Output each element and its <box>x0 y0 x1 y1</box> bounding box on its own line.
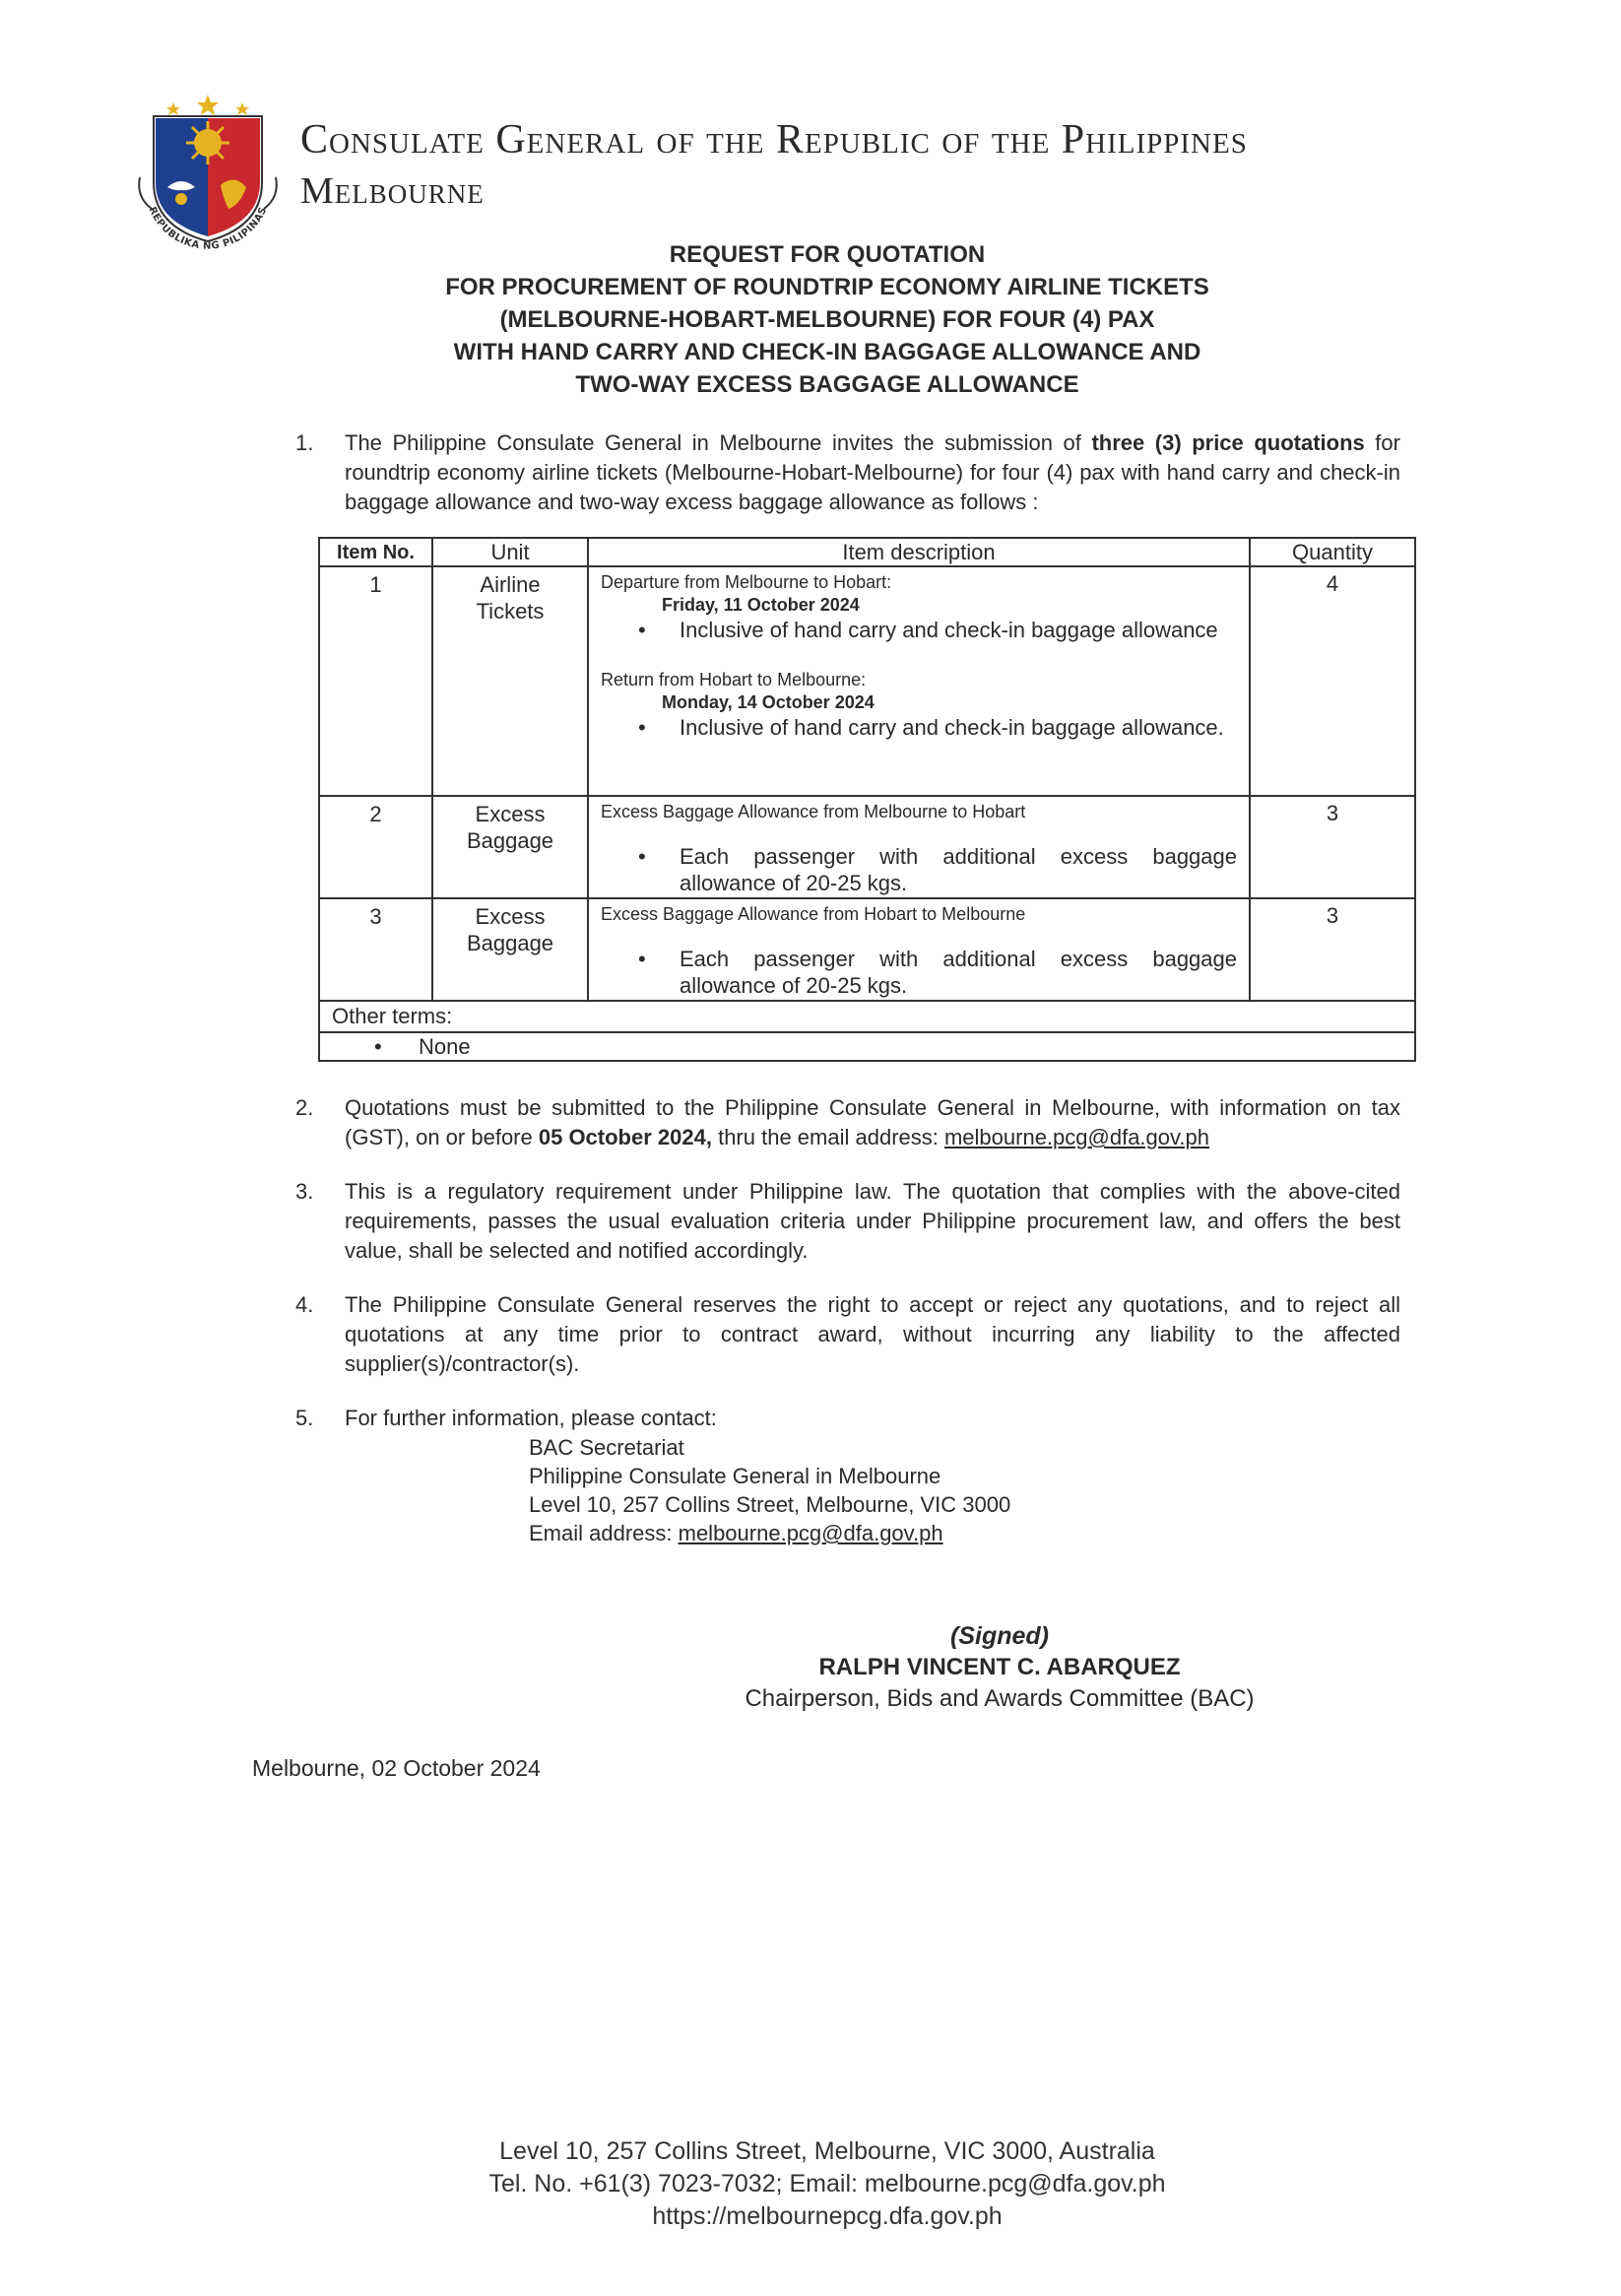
cell-unit <box>432 796 588 898</box>
unit-line: Excess <box>475 904 546 929</box>
paragraph-text: for roundtrip economy airline tickets (Melbourne-Hobart-Melbourne) for four (4) pax with hand carry and check-in baggage allowance and two-way excess baggage allowance as follows : <box>345 430 1400 514</box>
place-and-date: Melbourne, 02 October 2024 <box>252 1755 541 1781</box>
email-link[interactable]: melbourne.pcg@dfa.gov.ph <box>678 1521 943 1545</box>
paragraph-text: thru the email address: <box>711 1125 944 1149</box>
cell-description <box>588 796 1250 898</box>
cell-description <box>588 898 1250 1001</box>
paragraph-2 <box>295 1093 1400 1152</box>
cell-quantity: 3 <box>1250 898 1415 1001</box>
contact-line: Philippine Consulate General in Melbourne <box>529 1464 941 1488</box>
organization-city: Melbourne <box>300 170 485 212</box>
bullet-text: Inclusive of hand carry and check-in baggage allowance. <box>680 715 1224 740</box>
paragraph-3 <box>295 1177 1400 1266</box>
departure-date: Friday, 11 October 2024 <box>662 595 860 615</box>
other-terms-label: Other terms: <box>319 1001 1415 1032</box>
organization-name: Consulate General of the Republic of the Philippines <box>300 117 1248 163</box>
contact-line: Level 10, 257 Collins Street, Melbourne, VIC 3000 <box>529 1492 1011 1517</box>
footer-url[interactable]: https://melbournepcg.dfa.gov.ph <box>652 2202 1003 2230</box>
other-terms-row <box>319 1001 1415 1032</box>
email-link[interactable]: melbourne.pcg@dfa.gov.ph <box>943 1125 1209 1149</box>
excess-baggage-label: Excess Baggage Allowance from Hobart to Melbourne <box>601 904 1026 924</box>
paragraph-text: This is a regulatory requirement under Philippine law. The quotation that complies with the above-cited requirements, passes the usual evaluation criteria under Philippine procurement law, and offers the best value, shall be selected and notified accordingly. <box>345 1179 1400 1263</box>
other-terms-value-cell <box>319 1032 1415 1061</box>
title-line-3: (MELBOURNE-HOBART-MELBOURNE) FOR FOUR (4) PAX <box>499 306 1155 333</box>
footer-line: Tel. No. +61(3) 7023-7032; Email: melbourne.pcg@dfa.gov.ph <box>488 2170 1166 2198</box>
column-header-item-no: Item No. <box>319 538 432 566</box>
paragraph-number: 5. <box>295 1406 314 1430</box>
unit-line: Excess <box>475 802 546 826</box>
email-label: Email address: <box>529 1521 679 1545</box>
document-title <box>295 238 1359 401</box>
contact-block <box>529 1433 1010 1547</box>
paragraph-number: 4. <box>295 1292 314 1317</box>
paragraph-1 <box>295 428 1400 517</box>
contact-line: BAC Secretariat <box>529 1435 684 1460</box>
column-header-description: Item description <box>588 538 1250 566</box>
cell-item-no: 2 <box>319 796 432 898</box>
excess-baggage-label: Excess Baggage Allowance from Melbourne to Hobart <box>601 802 1026 821</box>
footer-line: Level 10, 257 Collins Street, Melbourne, VIC 3000, Australia <box>499 2137 1155 2165</box>
cell-quantity: 3 <box>1250 796 1415 898</box>
bullet-item <box>638 714 1237 741</box>
return-label: Return from Hobart to Melbourne: <box>601 670 867 689</box>
unit-line: Baggage <box>466 931 554 955</box>
table-header-row <box>319 538 1415 566</box>
cell-item-no: 1 <box>319 566 432 796</box>
cell-quantity: 4 <box>1250 566 1415 796</box>
cell-unit <box>432 898 588 1001</box>
bullet-item <box>638 843 1237 896</box>
title-line-5: TWO-WAY EXCESS BAGGAGE ALLOWANCE <box>575 371 1079 398</box>
deadline-date: 05 October 2024, <box>538 1125 712 1149</box>
paragraph-number: 2. <box>295 1095 314 1120</box>
bullet-icon: • <box>638 715 646 740</box>
paragraph-5 <box>295 1404 1400 1433</box>
title-line-4: WITH HAND CARRY AND CHECK-IN BAGGAGE ALLOWANCE AND <box>453 339 1201 365</box>
signature-block <box>739 1620 1261 1715</box>
bullet-icon: • <box>638 844 646 869</box>
column-header-quantity: Quantity <box>1250 538 1415 566</box>
paragraph-text: The Philippine Consulate General reserves the right to accept or reject any quotations, and to reject all quotations at any time prior to contract award, without incurring any liability to the affected supplier(s)/contractor(s). <box>345 1292 1400 1376</box>
return-date: Monday, 14 October 2024 <box>662 692 875 712</box>
departure-label: Departure from Melbourne to Hobart: <box>601 572 892 592</box>
bullet-icon: • <box>374 1034 382 1059</box>
footer-address <box>295 2135 1359 2233</box>
unit-line: Tickets <box>476 599 545 623</box>
paragraph-4 <box>295 1290 1400 1379</box>
paragraph-text: For further information, please contact: <box>345 1406 717 1430</box>
bullet-text: Each passenger with additional excess baggage allowance of 20-25 kgs. <box>680 947 1237 998</box>
column-header-unit: Unit <box>432 538 588 566</box>
unit-line: Baggage <box>466 828 554 853</box>
signed-note: (Signed) <box>950 1622 1049 1650</box>
table-row <box>319 566 1415 796</box>
paragraph-text: Quotations must be submitted to the Philippine Consulate General in Melbourne, with information on tax (GST), on or before <box>345 1095 1400 1149</box>
bullet-item <box>638 617 1237 643</box>
other-terms-value: None <box>419 1034 471 1059</box>
paragraph-number: 3. <box>295 1179 314 1204</box>
paragraph-number: 1. <box>295 430 314 455</box>
cell-item-no: 3 <box>319 898 432 1001</box>
bullet-text: Each passenger with additional excess baggage allowance of 20-25 kgs. <box>680 844 1237 895</box>
table-row <box>319 796 1415 898</box>
paragraph-text: The Philippine Consulate General in Melbourne invites the submission of <box>345 430 1092 455</box>
table-row <box>319 898 1415 1001</box>
cell-description <box>588 566 1250 796</box>
signatory-name: RALPH VINCENT C. ABARQUEZ <box>818 1654 1181 1680</box>
signatory-title: Chairperson, Bids and Awards Committee (BAC) <box>745 1685 1255 1712</box>
unit-line: Airline <box>480 572 541 597</box>
paragraph-bold-text: three (3) price quotations <box>1091 430 1365 455</box>
philippine-seal-logo <box>134 89 282 256</box>
title-line-2: FOR PROCUREMENT OF ROUNDTRIP ECONOMY AIRLINE TICKETS <box>445 274 1209 300</box>
contact-email-line <box>529 1519 1010 1547</box>
quotation-items-table <box>318 537 1416 1062</box>
title-line-1: REQUEST FOR QUOTATION <box>669 241 986 268</box>
bullet-icon: • <box>638 618 646 642</box>
other-terms-value-row <box>319 1032 1415 1061</box>
cell-unit <box>432 566 588 796</box>
bullet-icon: • <box>638 947 646 971</box>
bullet-item <box>638 946 1237 999</box>
bullet-text: Inclusive of hand carry and check-in baggage allowance <box>680 618 1218 642</box>
seal-banner-text: REPUBLIKA NG PILIPINAS <box>146 205 270 252</box>
